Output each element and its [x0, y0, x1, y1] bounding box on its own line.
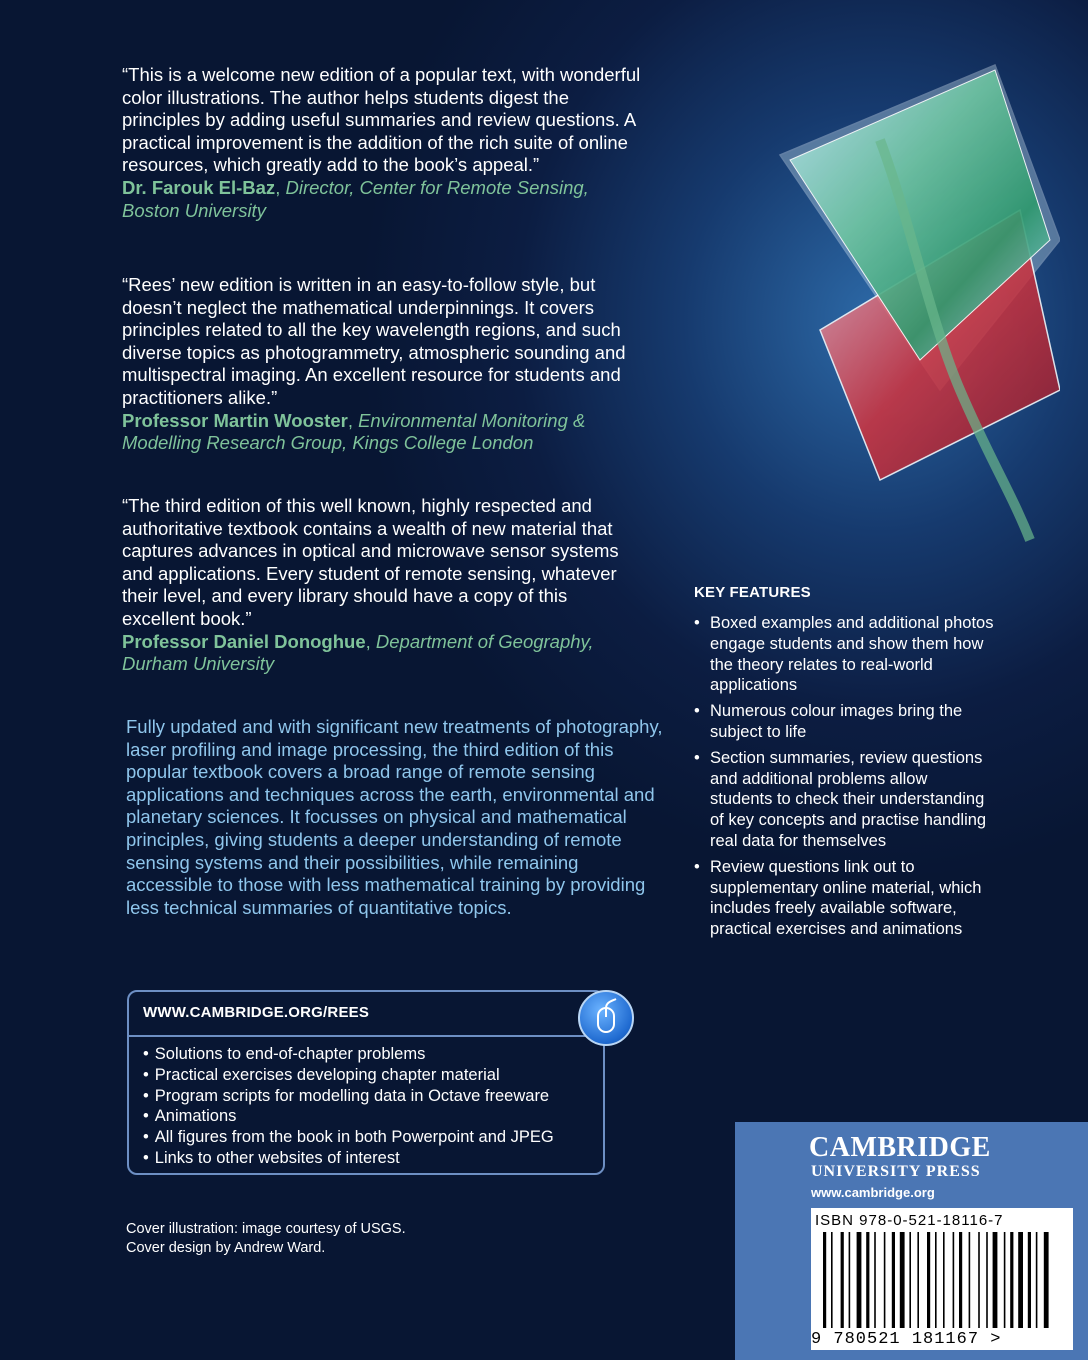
online-resources-box [127, 990, 605, 1175]
quote-attribution: Dr. Farouk El-Baz, Director, Center for Remote Sensing, Boston University [122, 176, 589, 221]
list-item: • Boxed examples and additional photos engage students and show them how the theory relates to real-world applications [694, 613, 994, 696]
barcode [811, 1208, 1073, 1350]
list-item: • Animations [143, 1106, 554, 1127]
list-item: • Section summaries, review questions and additional problems allow students to check their understanding of key concepts and practise handling real data for themselves [694, 748, 994, 852]
credit-line: Cover illustration: image courtesy of USGS. [126, 1221, 406, 1237]
quote-author-role: Department of Geography, Durham University [122, 630, 594, 675]
cover-credits [126, 1220, 406, 1257]
list-item: • Solutions to end-of-chapter problems [143, 1044, 554, 1065]
barcode-bars [811, 1232, 1073, 1332]
divider [129, 1035, 603, 1037]
list-item: • Review questions link out to supplementary online material, which includes freely available software, practical exercises and animations [694, 857, 994, 940]
key-features-heading: KEY FEATURES [694, 584, 811, 601]
list-item: • Numerous colour images bring the subject to life [694, 701, 994, 743]
quote-author: Professor Daniel Donoghue [122, 630, 366, 652]
quote-text: “Rees’ new edition is written in an easy-to-follow style, but doesn’t neglect the mathematical underpinnings. It covers principles related to all the key wavelength regions, and such diverse topics as photogrammetry, atmospheric sounding and multispectral imaging. An excellent resource for students and practitioners alike.” [122, 274, 626, 408]
list-item: • Program scripts for modelling data in Octave freeware [143, 1086, 554, 1107]
quote-3 [122, 495, 622, 676]
publisher-panel [735, 1122, 1088, 1360]
list-item: • Links to other websites of interest [143, 1148, 554, 1169]
key-features-list [694, 613, 994, 940]
publisher-subtitle: UNIVERSITY PRESS [811, 1163, 981, 1180]
publisher-url[interactable]: www.cambridge.org [811, 1185, 935, 1200]
quote-author: Professor Martin Wooster [122, 409, 348, 431]
quote-text: “The third edition of this well known, highly respected and authoritative textbook contains a wealth of new material that captures advances in optical and microwave sensor systems and applications. Every student of remote sensing, whatever their level, and every library should have a copy of this excellent book.” [122, 495, 619, 629]
book-description: Fully updated and with significant new treatments of photography, laser profiling and image processing, the third edition of this popular textbook covers a broad range of remote sensing applications and techniques across the earth, environmental and planetary sciences. It focusses on physical and mathematical principles, giving students a deeper understanding of remote sensing systems and their possibilities, while remaining accessible to those with less mathematical training by providing less technical summaries of quantitative topics. [126, 716, 663, 918]
online-resources-list [143, 1044, 554, 1169]
list-item: • All figures from the book in both Powerpoint and JPEG [143, 1127, 554, 1148]
key-features [694, 584, 994, 945]
mouse-icon [578, 990, 634, 1046]
publisher-name: CAMBRIDGE [809, 1132, 991, 1163]
quote-text: “This is a welcome new edition of a popular text, with wonderful color illustrations. The author helps students digest the principles by adding useful summaries and review questions. A practical improvement is the addition of the rich suite of online resources, which greatly add to the book’s appeal.” [122, 64, 641, 176]
quote-author-role: Director, Center for Remote Sensing, Boston University [122, 176, 589, 221]
quote-2 [122, 274, 642, 455]
satellite-imagery-illustration [760, 60, 1060, 560]
quote-attribution: Professor Martin Wooster, Environmental Monitoring & Modelling Research Group, Kings College London [122, 409, 586, 454]
quote-1 [122, 64, 642, 222]
credit-line: Cover design by Andrew Ward. [126, 1239, 326, 1256]
quote-attribution: Professor Daniel Donoghue, Department of Geography, Durham University [122, 630, 594, 675]
quote-author: Dr. Farouk El-Baz [122, 176, 276, 198]
website-url[interactable]: WWW.CAMBRIDGE.ORG/REES [143, 1004, 370, 1021]
isbn: ISBN 978-0-521-18116-7 [815, 1212, 1004, 1229]
list-item: • Practical exercises developing chapter material [143, 1065, 554, 1086]
quote-author-role: Environmental Monitoring & Modelling Research Group, Kings College London [122, 409, 586, 454]
barcode-digits: 9 780521 181167 > [811, 1330, 1002, 1349]
